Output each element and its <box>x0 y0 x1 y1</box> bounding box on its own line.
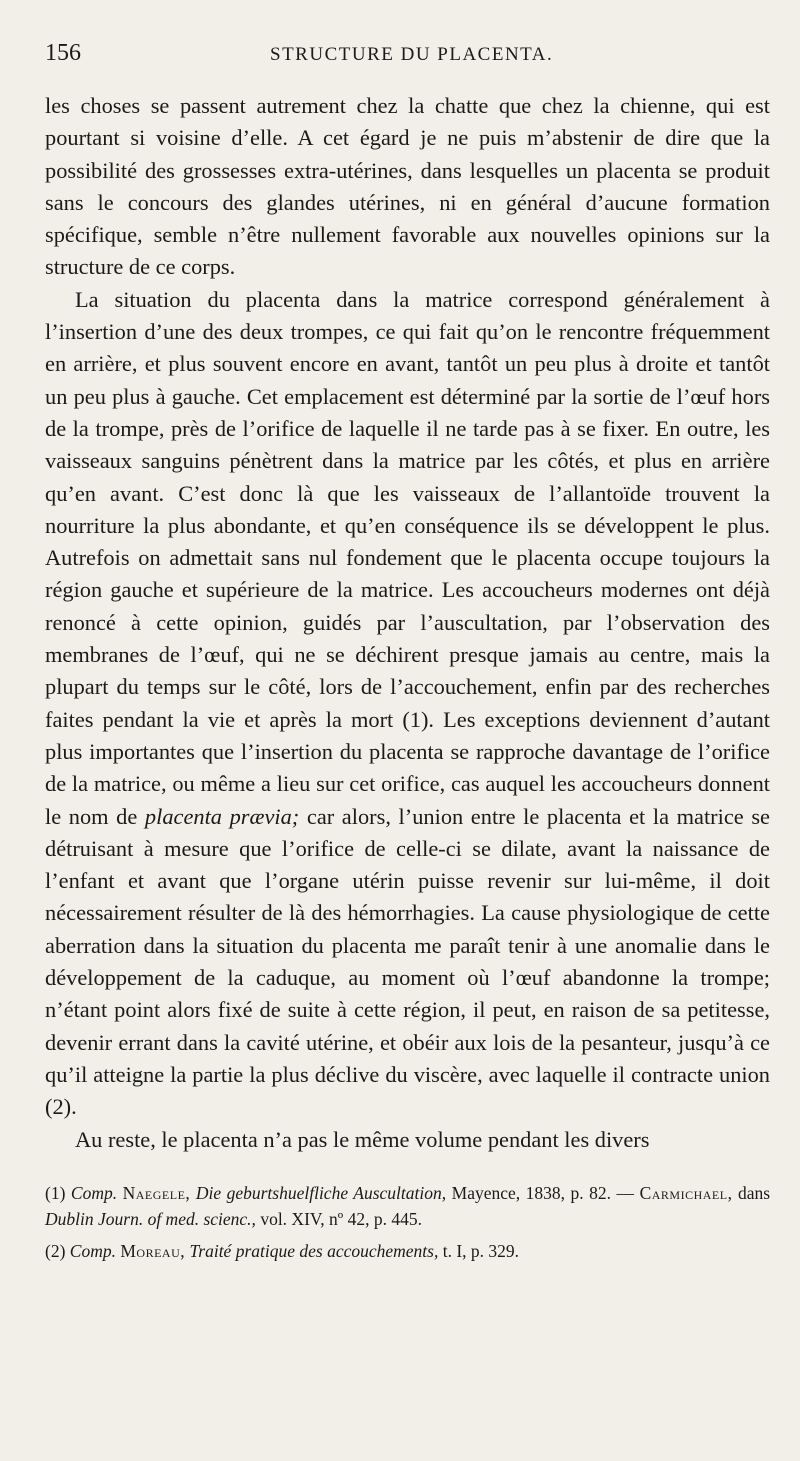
running-title: STRUCTURE DU PLACENTA. <box>270 44 554 65</box>
footnote-marker: (2) <box>45 1240 66 1261</box>
footnote-author: Moreau, <box>120 1240 186 1261</box>
footnote-comp: Comp. <box>69 1240 116 1261</box>
footnote-comp: Comp. <box>70 1182 118 1203</box>
paragraph-text: car alors, l’union entre le placenta et la matrice se détruisant à mesure que l’orifice de celle-ci se dilate, avant la naissance de l’enfant et avant que l’organe utérin puisse revenir sur lui-même, il doit nécessairement résulter de là des hémorrhagies. La cause physiologique de cette aberration dans la situation du placenta me paraît tenir à une anomalie dans le développement de la caduque, au moment où l’œuf abandonne la trompe; n’étant point alors fixé de suite à cette région, il peut, en raison de sa petitesse, devenir errant dans la cavité utérine, et obéir aux lois de la pesanteur, jusqu’à ce qu’il atteigne la partie la plus déclive du viscère, avec laquelle il contracte union (2). <box>45 803 770 1120</box>
page-number: 156 <box>45 40 81 66</box>
footnote-title: Dublin Journ. of med. scienc., <box>45 1208 256 1229</box>
footnote <box>45 1238 770 1264</box>
page-header <box>45 40 770 90</box>
footnote-title: Traité pratique des accouchements, <box>189 1240 439 1261</box>
paragraph-text: La situation du placenta dans la matrice correspond généralement à l’insertion d’une des deux trompes, ce qui fait qu’on le rencontre fréquemment en arrière, et plus souvent encore en avant, tantôt un peu plus à droite et tantôt un peu plus à gauche. Cet emplacement est déterminé par la sortie de l’œuf hors de la trompe, près de l’orifice de laquelle il ne tarde pas à se fixer. En outre, les vaisseaux sanguins pénètrent dans la matrice par les côtés, et plus en arrière qu’en avant. C’est donc là que les vaisseaux de l’allantoïde trouvent la nourriture la plus abondante, et qu’en conséquence ils se développent le plus. Autrefois on admettait sans nul fondement que le placenta occupe toujours la région gauche et supérieure de la matrice. Les accoucheurs modernes ont déjà renoncé à cette opinion, guidés par l’auscultation, par l’observation des membranes de l’œuf, qui ne se déchirent presque jamais au centre, mais la plupart du temps sur le côté, lors de l’accouchement, enfin par des recherches faites pendant la vie et après la mort (1). Les exceptions deviennent d’autant plus importantes que l’insertion du placenta se rapproche davantage de l’orifice de la matrice, ou même a lieu sur cet orifice, cas auquel les accoucheurs donnent le nom de <box>45 286 770 829</box>
paragraph: les choses se passent autrement chez la chatte que chez la chienne, qui est pourtant si voisine d’elle. A cet égard je ne puis m’abstenir de dire que la possibilité des grossesses extra-utérines, dans lesquelles un placenta se produit sans le concours des glandes utérines, ni en général d’aucune formation spécifique, semble n’être nullement favorable aux nouvelles opinions sur la structure de ce corps. <box>45 93 770 280</box>
footnote-author: Naegele, <box>122 1182 191 1203</box>
footnote-text: vol. XIV, nº 42, p. 445. <box>260 1208 422 1229</box>
footnote <box>45 1180 770 1232</box>
paragraph <box>45 284 770 1124</box>
footnote-title: Die geburtshuelfliche Auscultation, <box>195 1182 447 1203</box>
footnote-author: Carmichael, <box>639 1182 733 1203</box>
footnote-text: t. I, p. 329. <box>442 1240 520 1261</box>
italic-term: placenta prævia; <box>144 803 300 829</box>
footnote-marker: (1) <box>45 1182 66 1203</box>
paragraph: Au reste, le placenta n’a pas le même volume pendant les divers <box>75 1126 650 1152</box>
body-text <box>45 90 770 1156</box>
footnotes <box>45 1180 770 1264</box>
footnote-text: Mayence, 1838, p. 82. — <box>451 1182 635 1203</box>
footnote-text: dans <box>737 1182 771 1203</box>
